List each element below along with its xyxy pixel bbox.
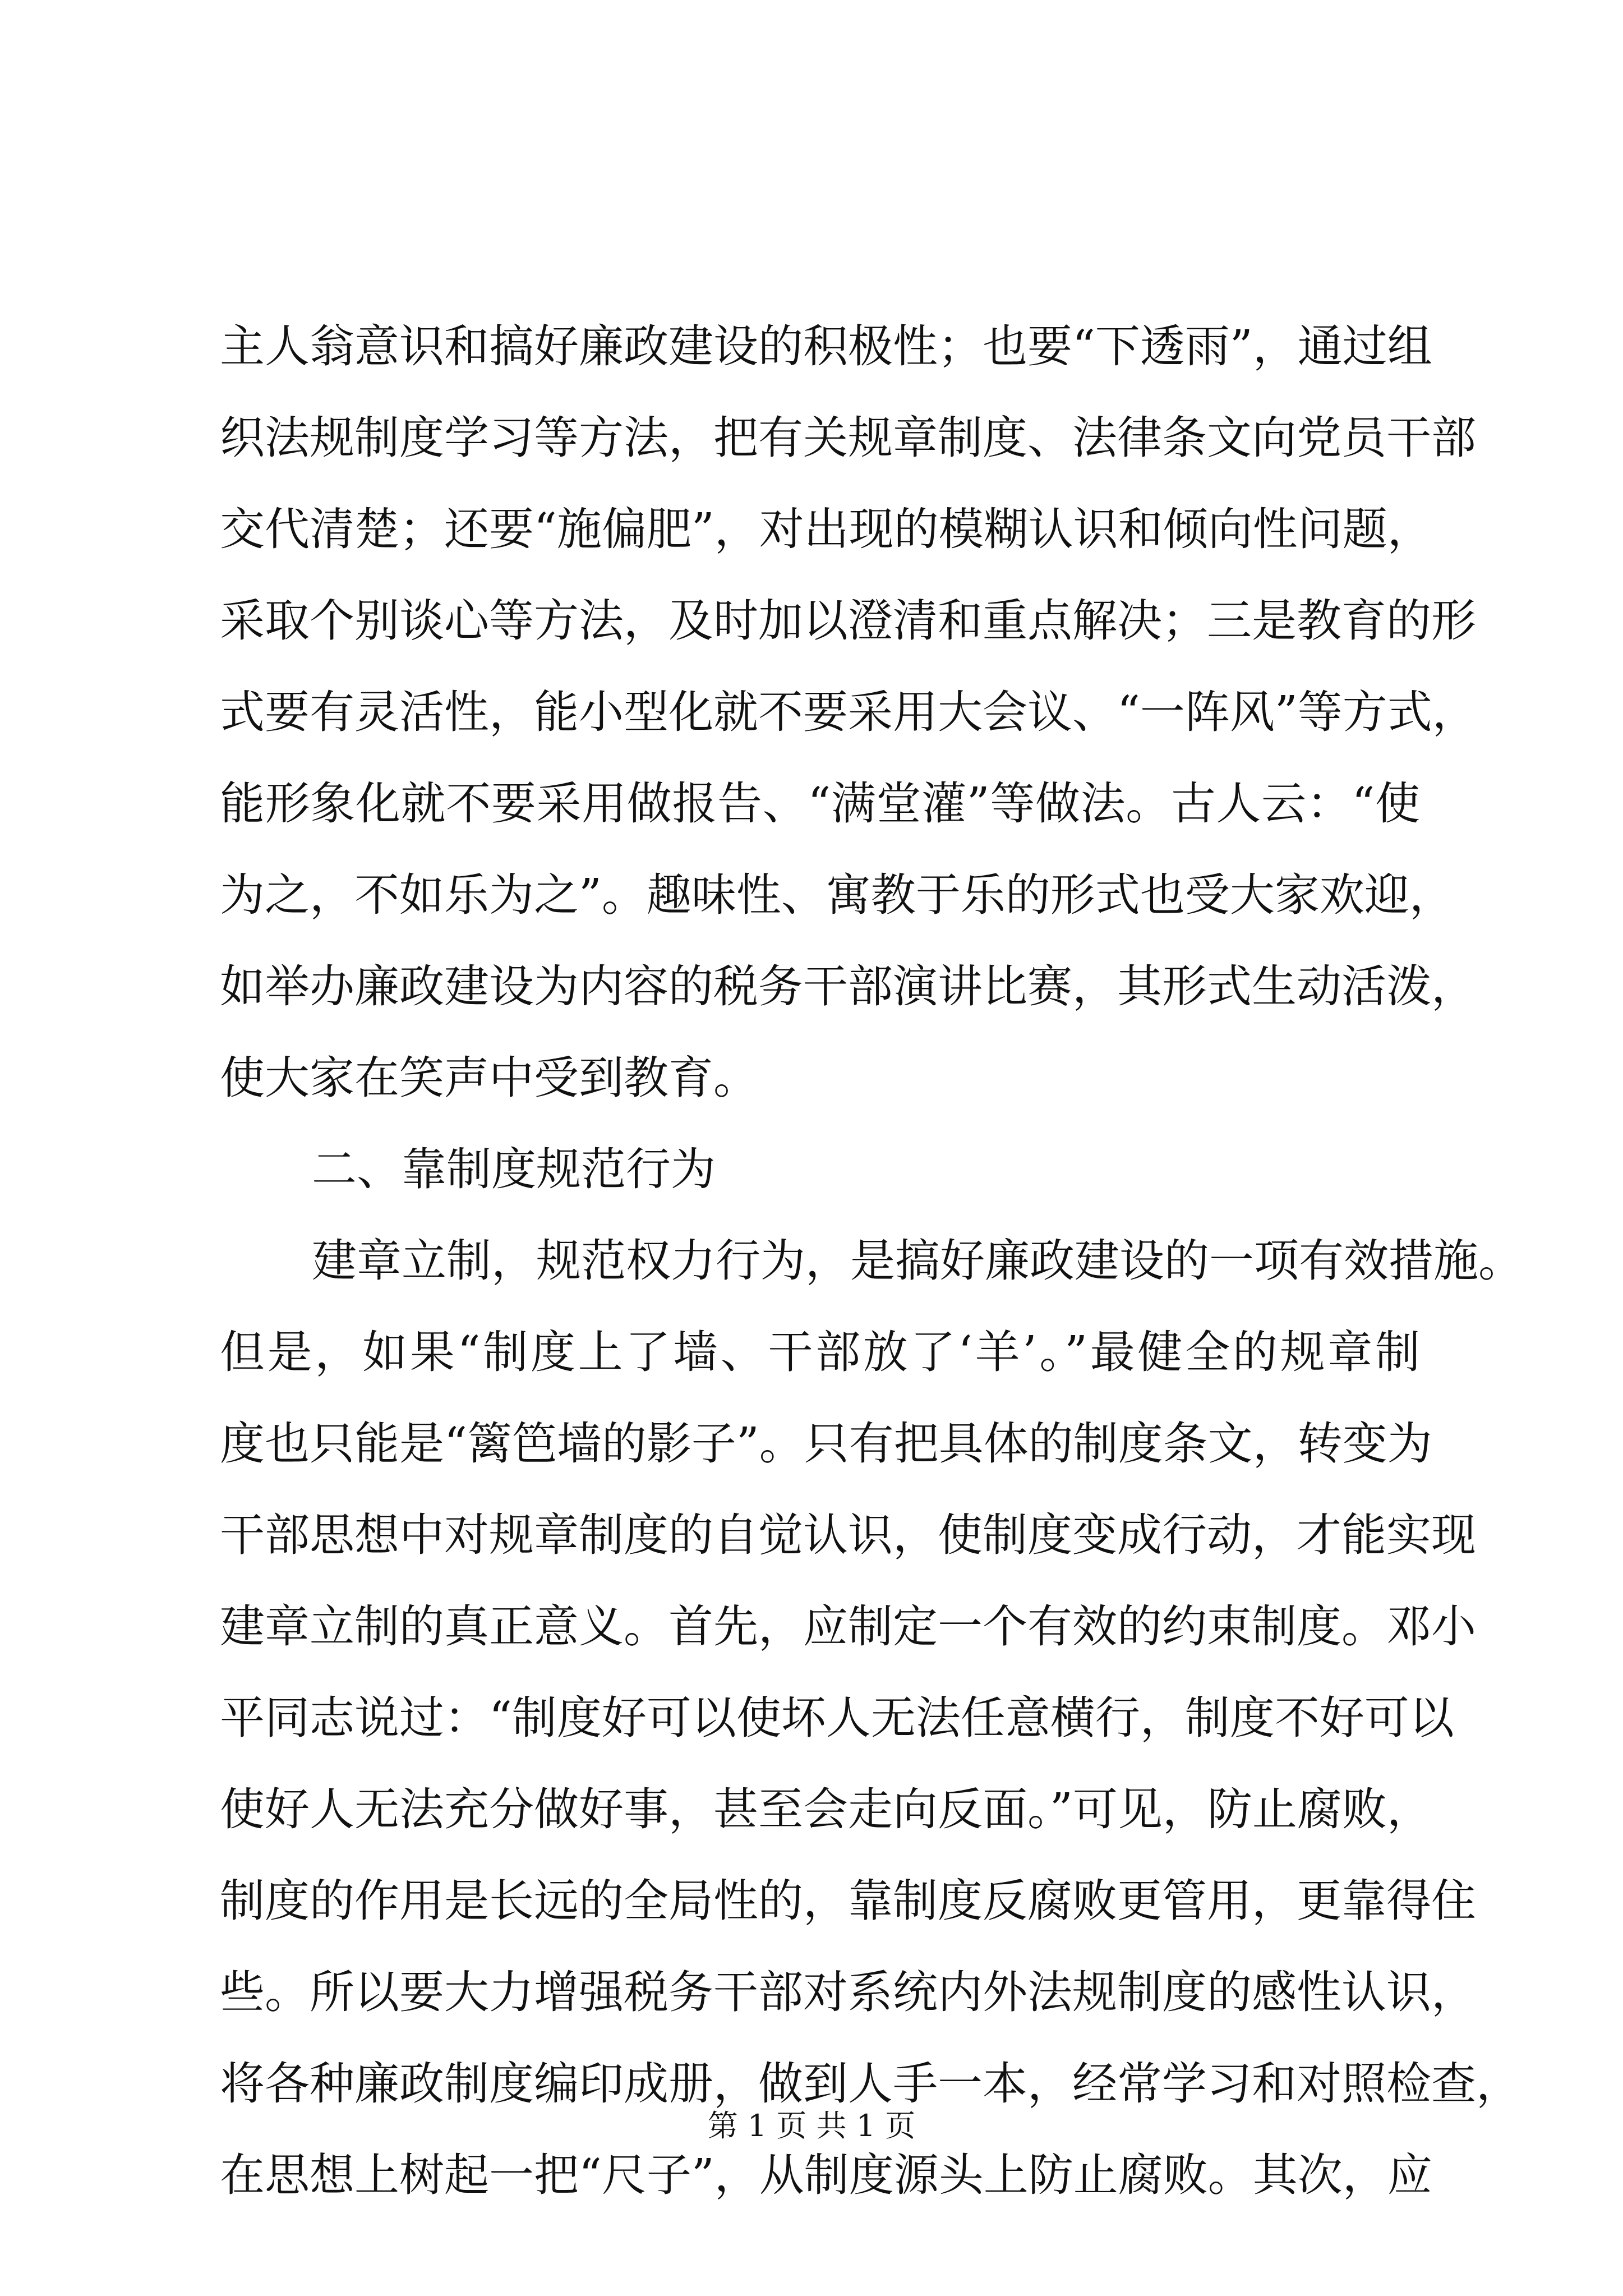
text-line: 干部思想中对规章制度的自觉认识，使制度变成行动，才能实现 (220, 1509, 1476, 1561)
text-line: 建章立制的真正意义。首先，应制定一个有效的约束制度。邓小 (220, 1600, 1476, 1653)
paragraph-end-line: 使大家在笑声中受到教育。 (220, 1052, 758, 1104)
text-line: 能形象化就不要采用做报告、“满堂灌”等做法。古人云：“使 (220, 777, 1420, 830)
text-line: 将各种廉政制度编印成册，做到人手一本，经常学习和对照检查， (220, 2058, 1521, 2110)
text-line: 为之，不如乐为之”。趣味性、寓教于乐的形式也受大家欢迎， (220, 869, 1454, 921)
text-line: 度也只能是“篱笆墙的影子”。只有把具体的制度条文，转变为 (220, 1418, 1432, 1470)
text-line: 平同志说过：“制度好可以使坏人无法任意横行，制度不好可以 (220, 1692, 1454, 1744)
text-line: 交代清楚；还要“施偏肥”，对出现的模糊认识和倾向性问题， (220, 503, 1432, 555)
text-line: 织法规制度学习等方法，把有关规章制度、法律条文向党员干部 (220, 412, 1476, 464)
text-line: 但是，如果“制度上了墙、干部放了‘羊’。”最健全的规章制 (220, 1326, 1420, 1378)
page-number-footer: 第 1 页 共 1 页 (707, 2108, 916, 2143)
text-line: 主人翁意识和搞好廉政建设的积极性；也要“下透雨”，通过组 (220, 320, 1432, 372)
section-heading: 二、靠制度规范行为 (312, 1143, 716, 1195)
text-line: 如举办廉政建设为内容的税务干部演讲比赛，其形式生动活泼， (220, 960, 1476, 1013)
text-line: 在思想上树起一把“尺子”，从制度源头上防止腐败。其次，应 (220, 2149, 1432, 2201)
text-line: 采取个别谈心等方法，及时加以澄清和重点解决；三是教育的形 (220, 595, 1476, 647)
text-line: 使好人无法充分做好事，甚至会走向反面。”可见，防止腐败， (220, 1783, 1432, 1835)
document-body (220, 301, 1523, 2221)
text-line: 些。所以要大力增强税务干部对系统内外法规制度的感性认识， (220, 1966, 1476, 2018)
paragraph-first-line: 建章立制，规范权力行为，是搞好廉政建设的一项有效措施。 (312, 1235, 1523, 1287)
text-line: 制度的作用是长远的全局性的，靠制度反腐败更管用，更靠得住 (220, 1875, 1476, 1927)
text-line: 式要有灵活性，能小型化就不要采用大会议、“一阵风”等方式， (220, 686, 1477, 738)
